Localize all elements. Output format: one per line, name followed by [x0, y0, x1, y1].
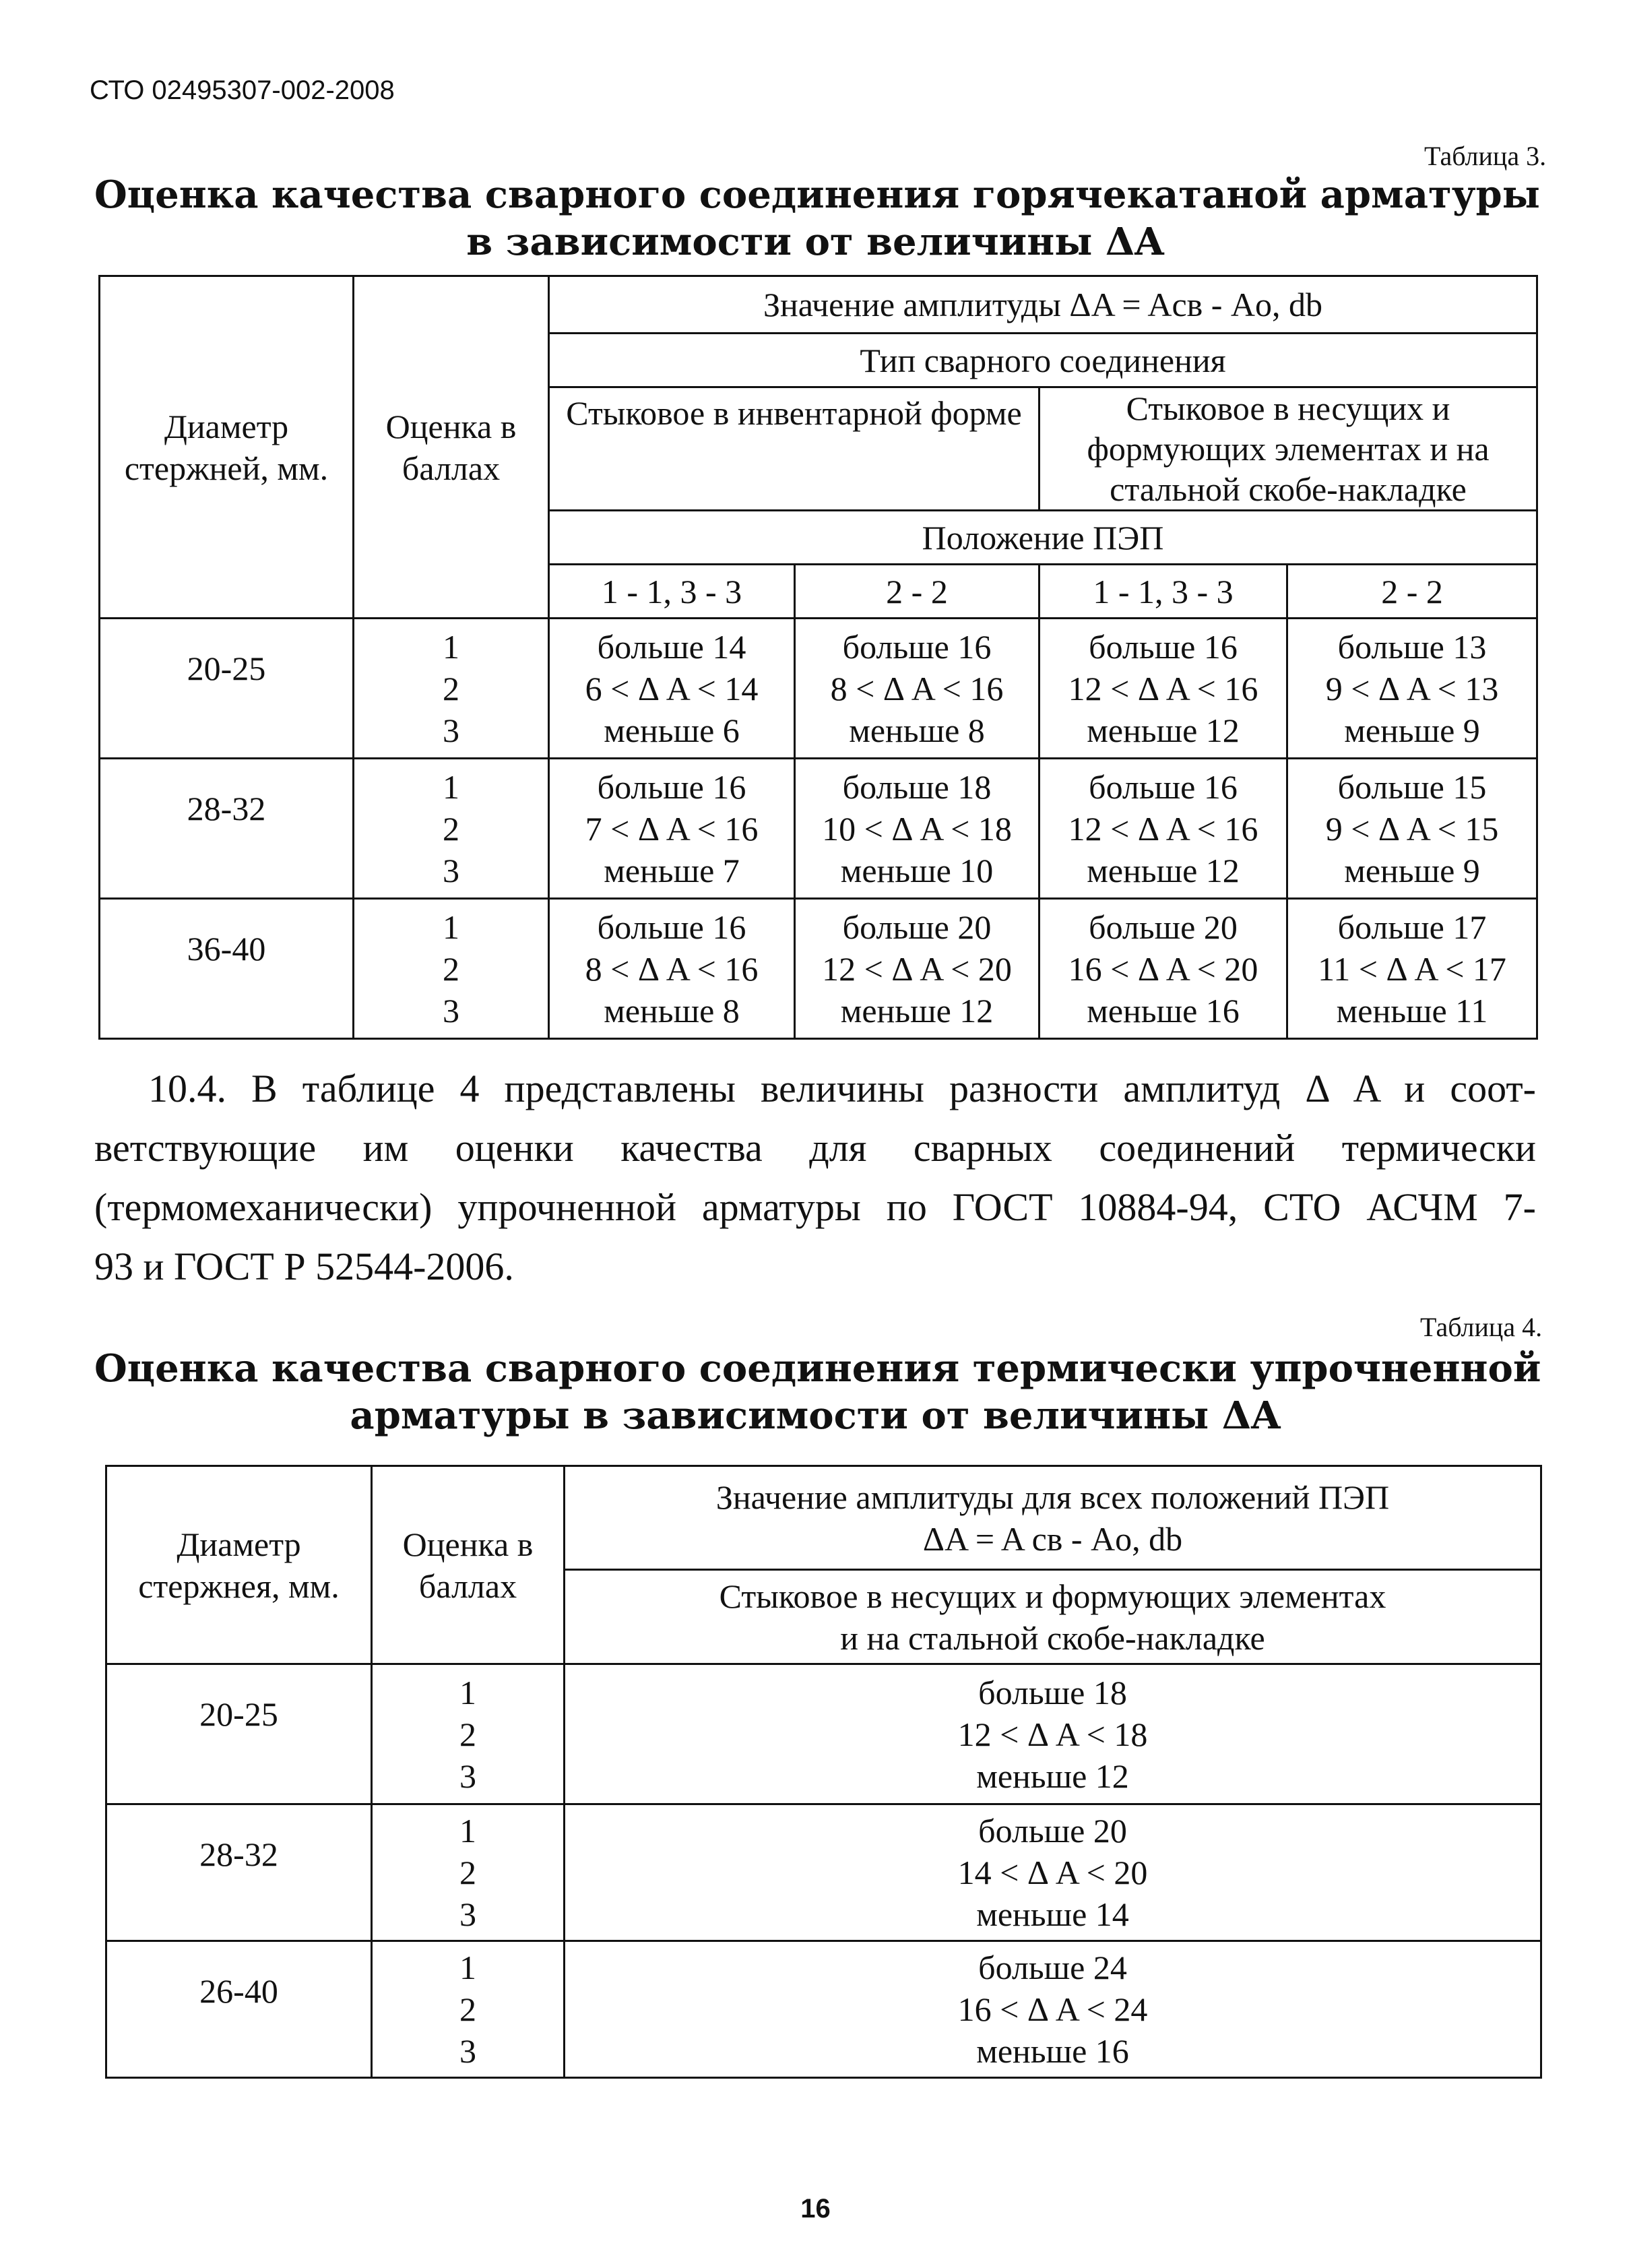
- table3: [98, 275, 1538, 1040]
- paragraph-line4: 93 и ГОСТ Р 52544-2006.: [94, 1245, 514, 1288]
- table3-row3-diameter: 36-40: [100, 899, 354, 1039]
- table3-row1-cell3: больше 16 12 < Δ A < 16 меньше 12: [1040, 619, 1287, 759]
- table4-amplitude-header: Значение амплитуды для всех положений ПЭП ΔA = A св - Aо, db: [565, 1466, 1541, 1570]
- table3-title: [94, 171, 1540, 265]
- table3-row1-cell1: больше 14 6 < Δ A < 14 меньше 6: [549, 619, 795, 759]
- table3-position-3: 1 - 1, 3 - 3: [1040, 565, 1287, 619]
- table4-row3-diameter: 26-40: [106, 1941, 372, 2078]
- table3-row1-diameter: 20-25: [100, 619, 354, 759]
- document-code: СТО 02495307-002-2008: [90, 75, 395, 105]
- table3-row3-cell2: больше 20 12 < Δ A < 20 меньше 12: [795, 899, 1040, 1039]
- table-row: [100, 759, 1537, 899]
- paragraph-line3: (термомеханически) упрочненной арматуры по ГОСТ 10884-94, СТО АСЧМ 7-: [94, 1185, 1536, 1229]
- table3-row2-cell4: больше 15 9 < Δ A < 15 меньше 9: [1287, 759, 1537, 899]
- table3-row2-scores: 1 2 3: [354, 759, 549, 899]
- table3-row1-cell2: больше 16 8 < Δ A < 16 меньше 8: [795, 619, 1040, 759]
- table4-row2-value: больше 20 14 < Δ A < 20 меньше 14: [565, 1804, 1541, 1941]
- table3-col-diameter: Диаметр стержней, мм.: [100, 276, 354, 619]
- table3-row2-cell1: больше 16 7 < Δ A < 16 меньше 7: [549, 759, 795, 899]
- table4-row3-scores: 1 2 3: [372, 1941, 565, 2078]
- paragraph-line2: ветствующие им оценки качества для сварных соединений термически: [94, 1126, 1536, 1170]
- table3-position-2: 2 - 2: [795, 565, 1040, 619]
- table3-label: Таблица 3.: [1424, 141, 1547, 171]
- table4-title-line2: арматуры в зависимости от величины ΔA: [350, 1393, 1281, 1438]
- table4-row1-diameter: 20-25: [106, 1664, 372, 1804]
- table4-row1-scores: 1 2 3: [372, 1664, 565, 1804]
- table4-row3-value: больше 24 16 < Δ A < 24 меньше 16: [565, 1941, 1541, 2078]
- paragraph-line1: 10.4. В таблице 4 представлены величины разности амплитуд Δ A и соот-: [148, 1067, 1536, 1110]
- table4-title: [94, 1345, 1541, 1439]
- table4-col-diameter: Диаметр стержнея, мм.: [106, 1466, 372, 1664]
- table3-row1-scores: 1 2 3: [354, 619, 549, 759]
- table3-type2: Стыковое в несущих и формующих элементах и на стальной скобе-накладке: [1040, 387, 1537, 511]
- section-paragraph: [94, 1059, 1536, 1296]
- table3-position-4: 2 - 2: [1287, 565, 1537, 619]
- table4-row2-scores: 1 2 3: [372, 1804, 565, 1941]
- table4-title-line1: Оценка качества сварного соединения термически упрочненной: [94, 1346, 1541, 1391]
- table4: [105, 1465, 1542, 2079]
- table3-title-line1: Оценка качества сварного соединения горячекатаной арматуры: [94, 172, 1540, 217]
- table3-row3-cell1: больше 16 8 < Δ A < 16 меньше 8: [549, 899, 795, 1039]
- table3-row1-cell4: больше 13 9 < Δ A < 13 меньше 9: [1287, 619, 1537, 759]
- table-row: [106, 1804, 1541, 1941]
- table-row: [106, 1664, 1541, 1804]
- table3-amplitude-header: Значение амплитуды ΔA = Aсв - Aо, db: [549, 276, 1537, 334]
- table3-row2-cell2: больше 18 10 < Δ A < 18 меньше 10: [795, 759, 1040, 899]
- table3-col-score: Оценка в баллах: [354, 276, 549, 619]
- table-row: [100, 619, 1537, 759]
- table3-row3-cell4: больше 17 11 < Δ A < 17 меньше 11: [1287, 899, 1537, 1039]
- table3-row2-diameter: 28-32: [100, 759, 354, 899]
- table-row: [106, 1941, 1541, 2078]
- table3-position-header: Положение ПЭП: [549, 511, 1537, 565]
- page-number: 16: [800, 2194, 831, 2224]
- table3-type1: Стыковое в инвентарной форме: [549, 387, 1040, 511]
- table4-row1-value: больше 18 12 < Δ A < 18 меньше 12: [565, 1664, 1541, 1804]
- table3-weld-type-header: Тип сварного соединения: [549, 334, 1537, 387]
- table3-row2-cell3: больше 16 12 < Δ A < 16 меньше 12: [1040, 759, 1287, 899]
- table3-row3-scores: 1 2 3: [354, 899, 549, 1039]
- table4-type-header: Стыковое в несущих и формующих элементах и на стальной скобе-накладке: [565, 1570, 1541, 1664]
- table3-row3-cell3: больше 20 16 < Δ A < 20 меньше 16: [1040, 899, 1287, 1039]
- table4-row2-diameter: 28-32: [106, 1804, 372, 1941]
- table3-position-1: 1 - 1, 3 - 3: [549, 565, 795, 619]
- table-row: [100, 899, 1537, 1039]
- table4-label: Таблица 4.: [1420, 1312, 1543, 1342]
- table3-title-line2: в зависимости от величины ΔA: [466, 220, 1164, 264]
- table4-col-score: Оценка в баллах: [372, 1466, 565, 1664]
